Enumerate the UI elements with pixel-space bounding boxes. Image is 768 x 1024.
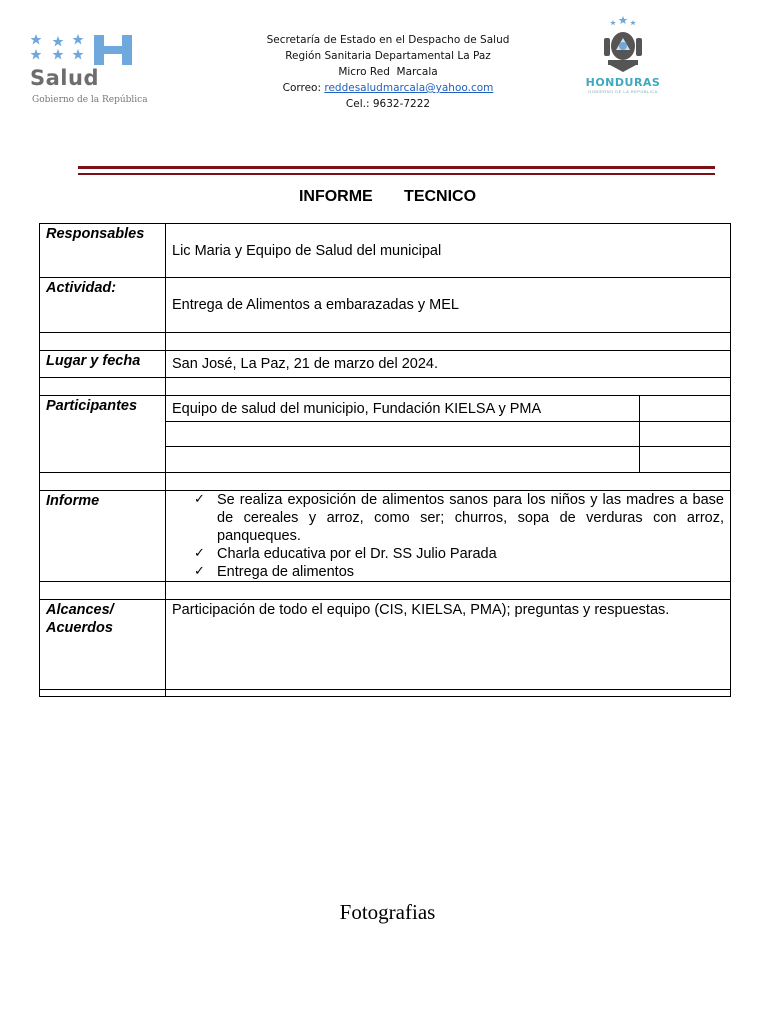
row-participantes [40,396,731,422]
value-participantes-2 [166,422,640,447]
value-informe [166,491,731,582]
correo-email-link[interactable]: reddesaludmarcala@yahoo.com [324,82,494,94]
label-informe: Informe [40,491,166,582]
row-spacer-1 [40,333,731,351]
row-spacer-5 [40,690,731,697]
row-spacer-4 [40,582,731,600]
value-lugar-fecha: San José, La Paz, 21 de marzo del 2024. [166,351,731,378]
salud-logo [28,30,168,110]
informe-item-text: Charla educativa por el Dr. SS Julio Parada [217,546,497,562]
value-participantes-1: Equipo de salud del municipio, Fundación KIELSA y PMA [166,396,640,422]
header-info [240,32,536,112]
header-line-microred: Micro Red Marcala [338,66,438,78]
informe-item-text: Entrega de alimentos [217,564,355,580]
informe-item [194,545,724,563]
informe-item [194,491,724,545]
row-lugar-fecha [40,351,731,378]
participantes-extra-3 [640,447,731,473]
label-lugar-fecha: Lugar y fecha [40,351,166,378]
check-icon: ✓ [194,492,205,507]
header-line-secretaria: Secretaría de Estado en el Despacho de Salud [266,34,510,46]
photos-heading: Fotografias [339,900,436,924]
value-alcances: Participación de todo el equipo (CIS, KIELSA, PMA); preguntas y respuestas. [166,600,731,690]
header-line-cel: Cel.: 9632-7222 [345,98,431,110]
label-actividad: Actividad: [40,278,166,333]
salud-logo-word: Salud [30,66,99,90]
informe-item [194,563,724,581]
header-line-correo [240,80,536,96]
actividad-text: Entrega de Alimentos a embarazadas y MEL [172,297,459,313]
row-spacer-2 [40,378,731,396]
header-rule-thin [78,173,715,175]
label-participantes: Participantes [40,396,166,473]
row-responsables [40,224,731,278]
report-table [39,223,731,697]
check-icon: ✓ [194,546,205,561]
value-responsables [166,224,731,278]
honduras-logo-subtitle: GOBIERNO DE LA REPÚBLICA [588,89,658,94]
label-alcances-line2: Acuerdos [46,620,113,636]
row-informe [40,491,731,582]
salud-logo-subtitle: Gobierno de la República [32,95,148,105]
row-actividad [40,278,731,333]
informe-list [172,491,724,581]
coat-of-arms-icon [600,16,646,74]
label-alcances-line1: Alcances/ [46,602,114,618]
participantes-extra-2 [640,422,731,447]
check-icon: ✓ [194,564,205,579]
label-responsables: Responsables [40,224,166,278]
correo-label: Correo: [282,82,325,94]
label-alcances [40,600,166,690]
document-title: INFORME TECNICO [298,188,477,205]
responsables-text: Lic Maria y Equipo de Salud del municipal [172,242,442,259]
h-letter-icon [94,35,132,65]
star-icons [28,32,88,62]
value-participantes-3 [166,447,640,473]
row-spacer-3 [40,473,731,491]
header-rule-thick [78,166,715,169]
informe-item-text: Se realiza exposición de alimentos sanos para los niños y las madres a base de cereales y arroz, como ser; churros, sopa de verduras con arroz, panqueques. [217,492,724,544]
header-line-region: Región Sanitaria Departamental La Paz [285,50,491,62]
row-alcances [40,600,731,690]
value-actividad [166,278,731,333]
participantes-extra-1 [640,396,731,422]
honduras-logo-word: HONDURAS [585,76,661,89]
honduras-logo [578,16,668,98]
